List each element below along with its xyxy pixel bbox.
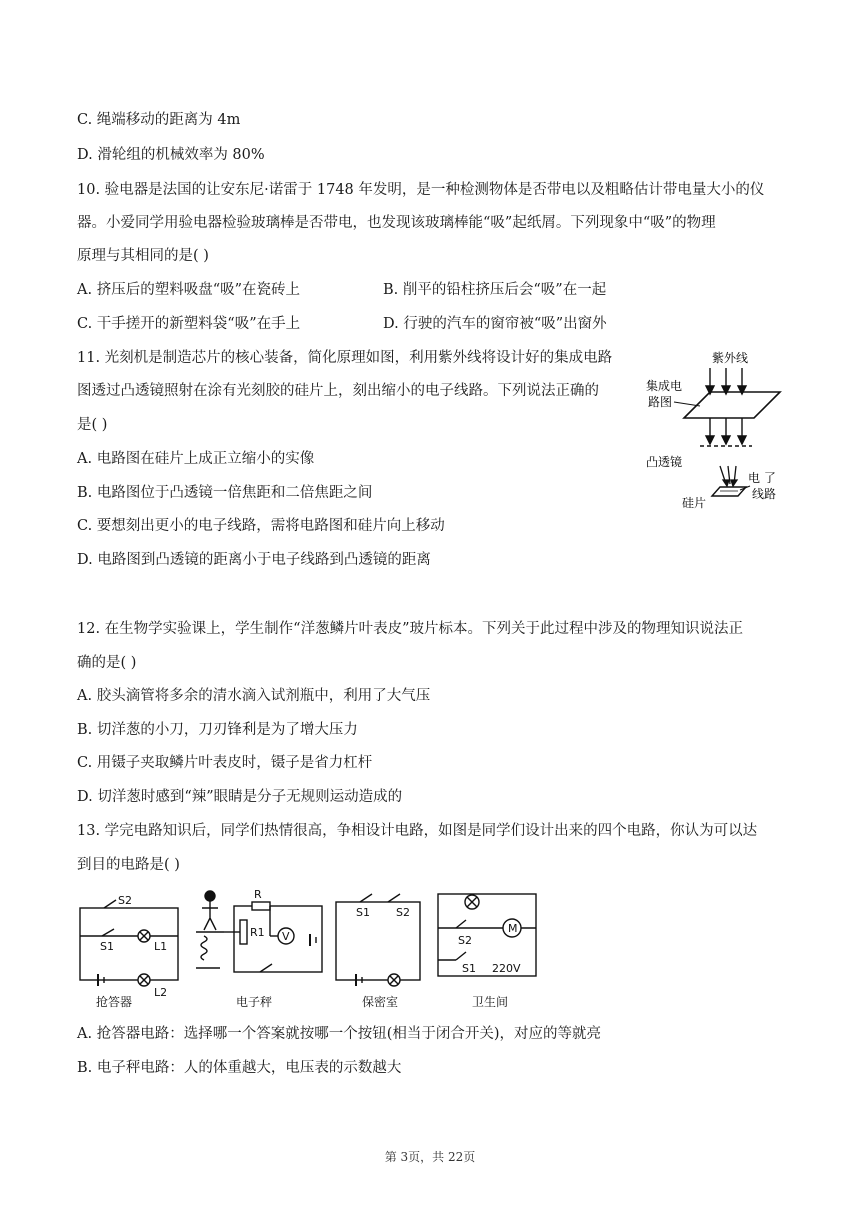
q9-option-c: C. 绳端移动的距离为 4m — [77, 112, 241, 128]
label-r1: R1 — [250, 926, 265, 939]
uv-arrows — [706, 368, 746, 394]
q13-option-b: B. 电子秤电路：人的体重越大，电压表的示数越大 — [77, 1060, 402, 1076]
q11-option-c: C. 要想刻出更小的电子线路，需将电路图和硅片向上移动 — [77, 518, 445, 534]
lens-label: 凸透镜 — [646, 455, 683, 469]
q12-option-a: A. 胶头滴管将多余的清水滴入试剂瓶中，利用了大气压 — [77, 688, 431, 704]
q12-option-d: D. 切洋葱时感到“辣”眼睛是分子无规则运动造成的 — [77, 789, 403, 805]
q10-option-b: B. 削平的铅柱挤压后会“吸”在一起 — [383, 282, 607, 298]
q10-stem-line2: 器。小爱同学用验电器检验玻璃棒是否带电，也发现该玻璃棒能“吸”起纸屑。下列现象中“吸”的物理 — [77, 215, 716, 231]
lithography-figure — [640, 344, 785, 512]
q13-stem-line1: 13. 学完电路知识后，同学们热情很高，争相设计电路，如图是同学们设计出来的四个电路，你认为可以达 — [77, 823, 758, 839]
label-m: M — [508, 922, 518, 935]
q13-option-a: A. 抢答器电路：选择哪一个答案就按哪一个按钮(相当于闭合开关)，对应的等就亮 — [77, 1026, 602, 1042]
wafer-label: 硅片 — [682, 496, 707, 510]
q11-option-a: A. 电路图在硅片上成正立缩小的实像 — [77, 451, 315, 467]
circuit-label-2: 路图 — [648, 395, 673, 409]
q10-option-a: A. 挤压后的塑料吸盘“吸”在瓷砖上 — [77, 282, 301, 298]
caption-scale: 电子秤 — [236, 995, 273, 1009]
label-s1-vault: S1 — [356, 906, 370, 919]
restroom-circuit — [438, 894, 536, 976]
uv-label: 紫外线 — [712, 351, 749, 365]
circuit-plane — [684, 392, 780, 418]
label-l1: L1 — [154, 940, 168, 953]
circuits-figure — [74, 886, 554, 1010]
wafer — [712, 487, 746, 496]
q11-option-d: D. 电路图到凸透镜的距离小于电子线路到凸透镜的距离 — [77, 552, 431, 568]
caption-restroom: 卫生间 — [472, 995, 509, 1009]
q12-option-b: B. 切洋葱的小刀，刀刃锋利是为了增大压力 — [77, 722, 358, 738]
wire-label-2: 线路 — [752, 487, 777, 501]
q9-option-d: D. 滑轮组的机械效率为 80% — [77, 147, 265, 163]
wire-label-1: 电 了 — [748, 471, 776, 485]
q12-stem-line2: 确的是( ) — [77, 655, 137, 671]
label-220v: 220V — [492, 962, 521, 975]
q12-stem-line1: 12. 在生物学实验课上，学生制作“洋葱鳞片叶表皮”玻片标本。下列关于此过程中涉及的物理知识说法正 — [77, 621, 743, 637]
circuit-label-1: 集成电 — [646, 379, 683, 393]
label-r: R — [254, 888, 262, 901]
q10-option-c: C. 干手搓开的新塑料袋“吸”在手上 — [77, 316, 301, 332]
q11-stem-line2: 图透过凸透镜照射在涂有光刻胶的硅片上，刻出缩小的电子线路。下列说法正确的 — [77, 383, 599, 399]
label-s2-vault: S2 — [396, 906, 410, 919]
caption-quiz: 抢答器 — [96, 995, 133, 1009]
q10-stem-line1: 10. 验电器是法国的让安东尼·诺雷于 1748 年发明，是一种检测物体是否带电以及粗略估计带电量大小的仪 — [77, 182, 765, 198]
q11-option-b: B. 电路图位于凸透镜一倍焦距和二倍焦距之间 — [77, 485, 373, 501]
q13-stem-line2: 到目的电路是( ) — [77, 857, 180, 873]
q10-option-d: D. 行驶的汽车的窗帘被“吸”出窗外 — [383, 316, 607, 332]
page-footer: 第 3页，共 22页 — [384, 1150, 476, 1164]
label-v: V — [282, 930, 290, 943]
q12-option-c: C. 用镊子夹取鳞片叶表皮时，镊子是省力杠杆 — [77, 755, 373, 771]
q10-stem-line3: 原理与其相同的是( ) — [77, 248, 209, 264]
label-s1: S1 — [100, 940, 114, 953]
q11-stem-line1: 11. 光刻机是制造芯片的核心装备，简化原理如图，利用紫外线将设计好的集成电路 — [77, 350, 613, 366]
label-s1-restroom: S1 — [462, 962, 476, 975]
label-l2: L2 — [154, 986, 168, 999]
label-s2-restroom: S2 — [458, 934, 472, 947]
caption-vault: 保密室 — [362, 995, 399, 1009]
label-s2: S2 — [118, 894, 132, 907]
q11-stem-line3: 是( ) — [77, 417, 108, 433]
